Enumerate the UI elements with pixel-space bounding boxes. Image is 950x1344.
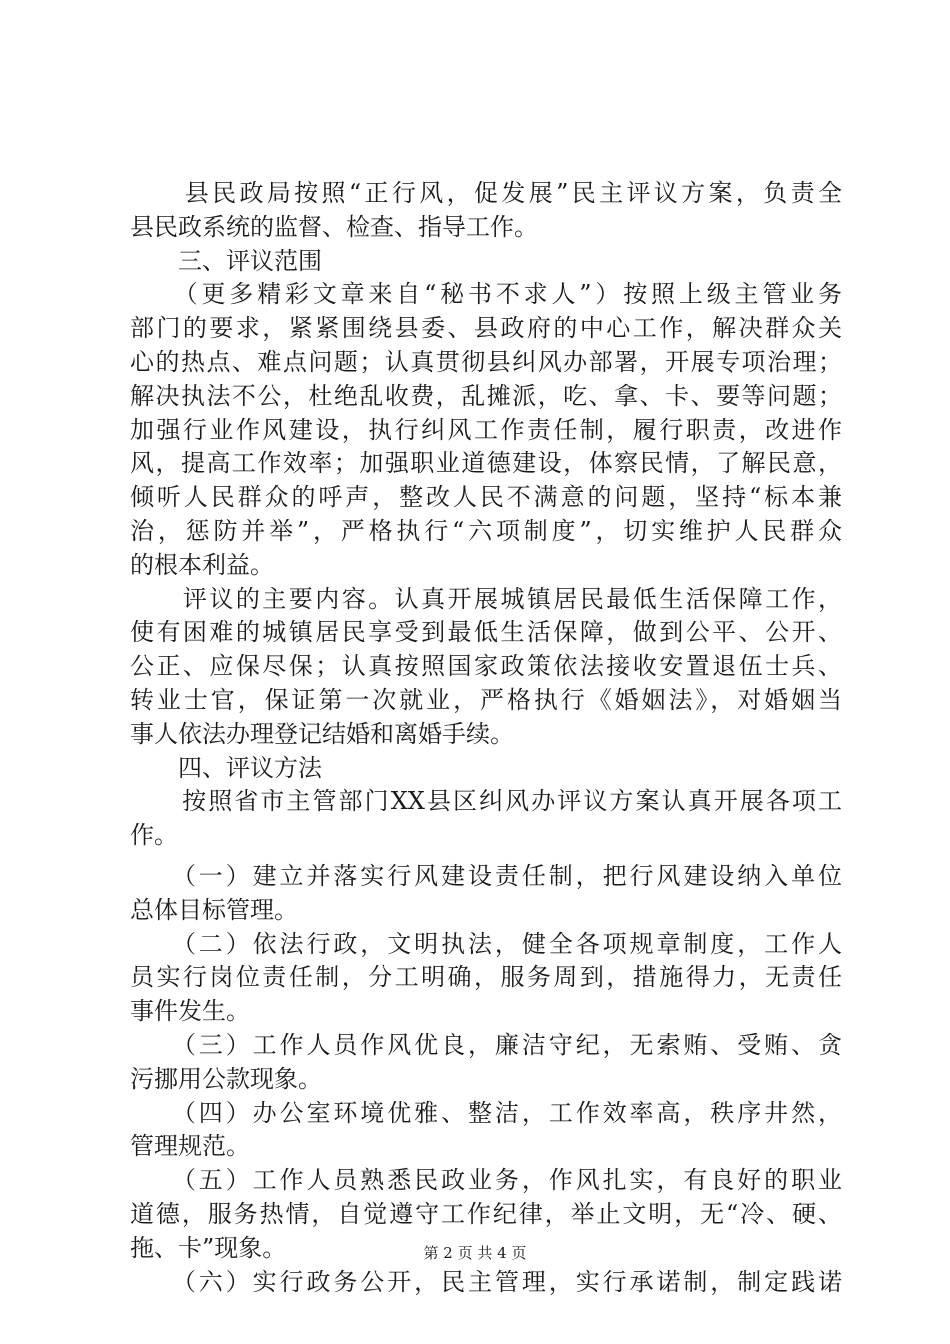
text-line: 公正、应保尽保；认真按照国家政策依法接收安置退伍士兵、 xyxy=(130,652,842,681)
list-item-line: （一）建立并落实行风建设责任制，把行风建设纳入单位 xyxy=(130,861,842,890)
text-line: 治，惩防并举”，严格执行“六项制度”，切实维护人民群众 xyxy=(130,516,842,545)
text-line: 心的热点、难点问题；认真贯彻县纠风办部署，开展专项治理； xyxy=(130,347,842,376)
text-line: 县民政系统的监督、检查、指导工作。 xyxy=(130,212,538,241)
text-line: 解决执法不公，杜绝乱收费，乱摊派，吃、拿、卡、要等问题； xyxy=(130,381,842,410)
list-item-line: 拖、卡”现象。 xyxy=(130,1233,287,1262)
list-item-line: 事件发生。 xyxy=(130,997,250,1026)
text-line: 转业士官，保证第一次就业，严格执行《婚姻法》，对婚姻当 xyxy=(130,685,842,714)
text-line: 加强行业作风建设，执行纠风工作责任制，履行职责，改进作 xyxy=(130,415,842,444)
text-line: 评议的主要内容。认真开展城镇居民最低生活保障工作， xyxy=(130,584,842,613)
list-item-line: （四）办公室环境优雅、整洁，工作效率高，秩序井然， xyxy=(130,1098,842,1127)
list-item-line: （五）工作人员熟悉民政业务，作风扎实，有良好的职业 xyxy=(130,1166,842,1195)
list-item-line: 道德，服务热情，自觉遵守工作纪律，举止文明，无“冷、硬、 xyxy=(130,1199,842,1228)
text-line: 倾听人民群众的呼声，整改人民不满意的问题，坚持“标本兼 xyxy=(130,483,842,512)
text-line: （更多精彩文章来自“秘书不求人”）按照上级主管业务 xyxy=(130,280,842,309)
section-heading: 三、评议范围 xyxy=(130,246,322,275)
list-item-line: 管理规范。 xyxy=(130,1132,250,1161)
page-number-footer: 第 2 页 共 4 页 xyxy=(423,1244,527,1262)
list-item-line: （六）实行政务公开，民主管理，实行承诺制，制定践诺 xyxy=(130,1267,842,1296)
document-body xyxy=(130,177,842,1299)
text-line: 使有困难的城镇居民享受到最低生活保障，做到公平、公开、 xyxy=(130,618,842,647)
section-heading: 四、评议方法 xyxy=(130,753,322,782)
list-item-line: 总体目标管理。 xyxy=(130,895,298,924)
list-item-line: 员实行岗位责任制，分工明确，服务周到，措施得力，无责任 xyxy=(130,963,842,992)
list-item-line: 污挪用公款现象。 xyxy=(130,1064,322,1093)
text-line: 部门的要求，紧紧围绕县委、县政府的中心工作，解决群众关 xyxy=(130,314,842,343)
list-item-line: （三）工作人员作风优良，廉洁守纪，无索贿、受贿、贪 xyxy=(130,1030,842,1059)
list-item-line: （二）依法行政，文明执法，健全各项规章制度，工作人 xyxy=(130,929,842,958)
text-line: 的根本利益。 xyxy=(130,550,274,579)
text-line: 作。 xyxy=(130,821,178,850)
text-line: 县民政局按照“正行风，促发展”民主评议方案，负责全 xyxy=(130,179,842,207)
text-line: 按照省市主管部门XX县区纠风办评议方案认真开展各项工 xyxy=(130,787,842,816)
text-line: 事人依法办理登记结婚和离婚手续。 xyxy=(130,719,514,748)
text-line: 风，提高工作效率；加强职业道德建设，体察民情，了解民意， xyxy=(130,449,842,478)
